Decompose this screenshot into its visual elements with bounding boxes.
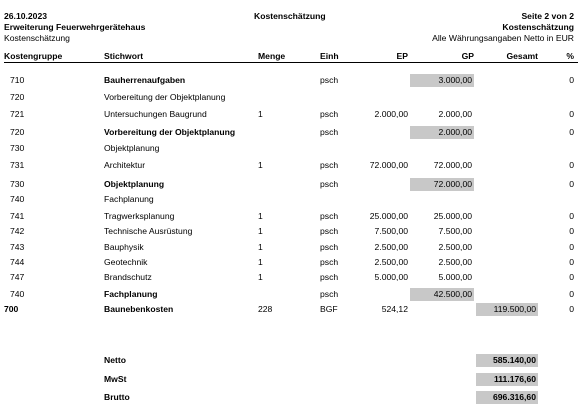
col-header-percent: % — [566, 51, 574, 61]
row-percent: 0 — [569, 242, 574, 252]
row-code: 744 — [10, 257, 25, 267]
row-ep: 2.500,00 — [374, 257, 408, 267]
row-keyword: Fachplanung — [104, 194, 154, 204]
row-percent: 0 — [569, 75, 574, 85]
col-header-group: Kostengruppe — [4, 51, 63, 61]
row-gp: 2.500,00 — [438, 242, 472, 252]
row-unit: psch — [320, 127, 339, 137]
header-rule — [4, 62, 578, 63]
row-code: 731 — [10, 160, 25, 170]
row-gp: 7.500,00 — [438, 226, 472, 236]
row-ep: 524,12 — [381, 304, 408, 314]
header-doc-type-right: Kostenschätzung — [502, 22, 574, 32]
row-keyword: Bauphysik — [104, 242, 144, 252]
row-keyword: Technische Ausrüstung — [104, 226, 193, 236]
row-gp: 2.000,00 — [438, 127, 472, 137]
row-unit: psch — [320, 160, 339, 170]
row-percent: 0 — [569, 109, 574, 119]
row-gp: 2.500,00 — [438, 257, 472, 267]
row-ep: 5.000,00 — [374, 272, 408, 282]
summary-label: MwSt — [104, 374, 127, 384]
col-header-quantity: Menge — [258, 51, 286, 61]
header-title: Kostenschätzung — [254, 11, 326, 21]
col-header-ep: EP — [396, 51, 408, 61]
row-percent: 0 — [569, 304, 574, 314]
header-page-number: Seite 2 von 2 — [521, 11, 574, 21]
row-keyword: Fachplanung — [104, 289, 158, 299]
row-ep: 2.500,00 — [374, 242, 408, 252]
col-header-unit: Einh — [320, 51, 339, 61]
row-quantity: 1 — [258, 272, 263, 282]
row-percent: 0 — [569, 257, 574, 267]
row-percent: 0 — [569, 211, 574, 221]
row-code: 741 — [10, 211, 25, 221]
row-keyword: Objektplanung — [104, 179, 165, 189]
row-gp: 2.000,00 — [438, 109, 472, 119]
row-ep: 2.000,00 — [374, 109, 408, 119]
row-ep: 25.000,00 — [369, 211, 408, 221]
col-header-total: Gesamt — [506, 51, 538, 61]
row-code: 721 — [10, 109, 25, 119]
row-keyword: Baunebenkosten — [104, 304, 174, 314]
row-code: 700 — [4, 304, 19, 314]
row-code: 730 — [10, 179, 25, 189]
row-code: 720 — [10, 127, 25, 137]
row-percent: 0 — [569, 226, 574, 236]
row-unit: psch — [320, 272, 339, 282]
row-gp: 72.000,00 — [433, 179, 472, 189]
row-code: 730 — [10, 143, 25, 153]
row-unit: psch — [320, 211, 339, 221]
row-quantity: 1 — [258, 226, 263, 236]
row-quantity: 1 — [258, 109, 263, 119]
row-quantity: 228 — [258, 304, 273, 314]
row-keyword: Vorbereitung der Objektplanung — [104, 92, 226, 102]
row-percent: 0 — [569, 289, 574, 299]
col-header-keyword: Stichwort — [104, 51, 144, 61]
row-code: 740 — [10, 289, 25, 299]
row-keyword: Vorbereitung der Objektplanung — [104, 127, 236, 137]
row-unit: psch — [320, 179, 339, 189]
row-gp: 3.000,00 — [438, 75, 472, 85]
row-keyword: Bauherrenaufgaben — [104, 75, 186, 85]
row-gp: 25.000,00 — [433, 211, 472, 221]
row-percent: 0 — [569, 272, 574, 282]
row-keyword: Brandschutz — [104, 272, 152, 282]
summary-label: Netto — [104, 355, 126, 365]
row-unit: psch — [320, 109, 339, 119]
summary-value: 111.176,60 — [493, 374, 536, 384]
row-total: 119.500,00 — [493, 304, 536, 314]
row-percent: 0 — [569, 160, 574, 170]
row-code: 720 — [10, 92, 25, 102]
row-keyword: Objektplanung — [104, 143, 160, 153]
header-doc-type-left: Kostenschätzung — [4, 33, 70, 43]
row-code: 743 — [10, 242, 25, 252]
summary-value: 585.140,00 — [492, 355, 536, 365]
row-percent: 0 — [569, 179, 574, 189]
summary-value: 696.316,60 — [492, 392, 536, 402]
row-quantity: 1 — [258, 257, 263, 267]
row-ep: 7.500,00 — [374, 226, 408, 236]
row-keyword: Untersuchungen Baugrund — [104, 109, 207, 119]
row-ep: 72.000,00 — [369, 160, 408, 170]
row-code: 710 — [10, 75, 25, 85]
row-unit: psch — [320, 75, 339, 85]
row-unit: psch — [320, 257, 339, 267]
row-gp: 42.500,00 — [433, 289, 472, 299]
row-quantity: 1 — [258, 160, 263, 170]
row-unit: psch — [320, 226, 339, 236]
row-keyword: Architektur — [104, 160, 146, 170]
row-code: 742 — [10, 226, 25, 236]
row-gp: 72.000,00 — [433, 160, 472, 170]
summary-label: Brutto — [104, 392, 130, 402]
header-currency-note: Alle Währungsangaben Netto in EUR — [432, 33, 574, 43]
row-gp: 5.000,00 — [438, 272, 472, 282]
col-header-gp: GP — [461, 51, 474, 61]
row-percent: 0 — [569, 127, 574, 137]
row-keyword: Tragwerksplanung — [104, 211, 175, 221]
header-project: Erweiterung Feuerwehrgerätehaus — [4, 22, 146, 32]
row-quantity: 1 — [258, 242, 263, 252]
row-unit: BGF — [320, 304, 338, 314]
row-unit: psch — [320, 242, 339, 252]
row-keyword: Geotechnik — [104, 257, 148, 267]
header-date: 26.10.2023 — [4, 11, 48, 21]
row-code: 740 — [10, 194, 25, 204]
row-code: 747 — [10, 272, 25, 282]
row-quantity: 1 — [258, 211, 263, 221]
row-unit: psch — [320, 289, 339, 299]
